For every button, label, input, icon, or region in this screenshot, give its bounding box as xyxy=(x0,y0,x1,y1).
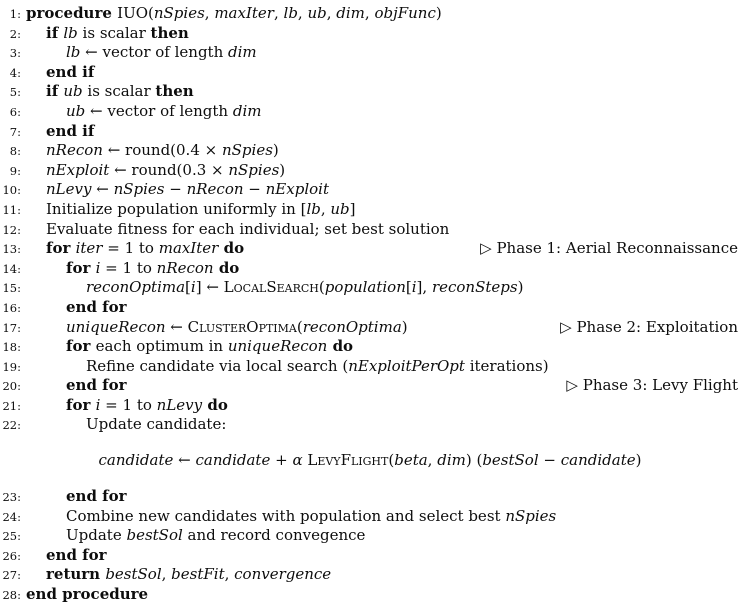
line-number: 11: xyxy=(2,202,21,217)
text: ← xyxy=(91,180,114,199)
variable: maxIter xyxy=(214,4,274,22)
variable: bestSol xyxy=(105,565,162,584)
algorithm-line xyxy=(0,141,740,161)
algorithm-line xyxy=(0,161,740,181)
line-number: 26: xyxy=(2,548,21,563)
line-content xyxy=(26,565,331,585)
text: and record convegence xyxy=(182,526,366,545)
text: + xyxy=(270,451,293,470)
keyword: for xyxy=(46,239,76,258)
variable: reconOptima xyxy=(302,317,402,336)
line-number: 20: xyxy=(2,379,21,394)
line-number: 5: xyxy=(9,85,21,100)
line-number: 21: xyxy=(2,398,21,413)
variable: maxIter xyxy=(158,239,219,258)
text: , xyxy=(427,451,438,470)
text: = 1 to xyxy=(100,395,157,414)
text: , xyxy=(273,4,284,22)
algorithm-line xyxy=(0,357,740,377)
text: , xyxy=(204,4,215,22)
algorithm-line xyxy=(0,82,740,102)
line-number: 16: xyxy=(2,300,21,315)
text: , xyxy=(297,4,308,22)
keyword: do xyxy=(202,395,228,414)
algorithm-line xyxy=(0,180,740,200)
line-content xyxy=(26,102,262,122)
variable: nRecon xyxy=(46,141,103,160)
line-number: 12: xyxy=(2,222,21,237)
text: ) xyxy=(435,4,442,22)
text: ) xyxy=(272,141,279,160)
keyword: for xyxy=(66,395,96,414)
text: IUO( xyxy=(117,4,154,22)
text: ( xyxy=(318,278,325,297)
algorithm-line xyxy=(0,415,740,435)
variable: convergence xyxy=(234,565,332,584)
variable: α xyxy=(292,451,303,470)
keyword: do xyxy=(218,239,245,258)
algorithm-line xyxy=(0,507,740,527)
variable: dim xyxy=(336,4,365,22)
line-number: 28: xyxy=(2,588,21,603)
line-number: 1: xyxy=(9,7,21,21)
text: Evaluate fitness for each individual; set best solution xyxy=(46,219,450,238)
variable: i xyxy=(411,278,417,297)
keyword: then xyxy=(155,82,194,101)
line-content xyxy=(26,337,353,357)
variable: ub xyxy=(307,4,327,22)
variable: bestSol xyxy=(126,526,183,545)
variable: reconOptima xyxy=(86,278,186,297)
variable: ub xyxy=(63,82,83,101)
text: − xyxy=(164,180,187,199)
keyword: end procedure xyxy=(26,585,149,604)
text: ) ( xyxy=(465,451,483,470)
keyword: then xyxy=(150,23,189,42)
line-number: 27: xyxy=(2,568,21,583)
variable: beta xyxy=(394,451,428,470)
text: , xyxy=(161,565,172,584)
line-content xyxy=(99,451,642,471)
line-number: 23: xyxy=(2,490,21,505)
keyword: end for xyxy=(66,297,127,316)
text: = 1 to xyxy=(100,258,157,277)
text: ], xyxy=(416,278,432,297)
variable: nRecon xyxy=(156,258,214,277)
line-number: 2: xyxy=(9,26,21,41)
text: iterations) xyxy=(464,356,549,375)
line-content xyxy=(26,239,244,259)
variable: i xyxy=(95,395,101,414)
variable: nSpies xyxy=(505,506,557,525)
phase-comment: ▷ Phase 2: Exploitation xyxy=(560,317,738,336)
text: ← xyxy=(165,317,188,336)
text: − xyxy=(538,451,561,470)
line-content xyxy=(26,546,107,566)
variable: nLevy xyxy=(156,395,203,414)
line-content xyxy=(26,376,127,396)
text: = 1 to xyxy=(102,239,159,258)
text: ) xyxy=(517,278,524,297)
line-number: 24: xyxy=(2,509,21,524)
text: Update candidate: xyxy=(86,415,227,434)
variable: candidate xyxy=(98,451,174,470)
line-number: 10: xyxy=(2,183,21,198)
variable: nSpies xyxy=(228,160,280,179)
phase-comment: ▷ Phase 1: Aerial Reconnaissance xyxy=(480,239,738,258)
text: ) xyxy=(635,451,642,470)
text: [ xyxy=(405,278,412,297)
text: , xyxy=(224,565,235,584)
variable: reconSteps xyxy=(431,278,518,297)
line-content xyxy=(26,220,449,240)
variable: nExploit xyxy=(46,160,110,179)
keyword: if xyxy=(46,23,64,42)
text: is scalar xyxy=(77,23,151,42)
line-number: 22: xyxy=(2,418,21,433)
variable: ub xyxy=(330,199,350,218)
text: ] xyxy=(349,199,356,218)
line-content xyxy=(26,487,127,507)
variable: nRecon xyxy=(186,180,244,199)
text: − xyxy=(243,180,266,199)
variable: population xyxy=(324,278,406,297)
line-content xyxy=(26,278,523,298)
equation-line xyxy=(0,435,740,487)
line-content xyxy=(26,357,549,377)
variable: bestSol xyxy=(482,451,539,470)
function-name: ClusterOptima xyxy=(187,317,297,336)
text: , xyxy=(320,199,331,218)
keyword: end for xyxy=(66,487,127,506)
line-number: 19: xyxy=(2,359,21,374)
text: , xyxy=(326,4,337,22)
algorithm-line xyxy=(0,376,740,396)
keyword: for xyxy=(66,337,96,356)
algorithm-line xyxy=(0,24,740,44)
text: ) xyxy=(401,317,408,336)
algorithm-line xyxy=(0,585,740,605)
line-number: 14: xyxy=(2,261,21,276)
line-number: 15: xyxy=(2,281,21,296)
line-number: 4: xyxy=(9,65,21,80)
line-content xyxy=(26,180,329,200)
algorithm-line xyxy=(0,43,740,63)
text: Update xyxy=(66,526,127,545)
algorithm-line xyxy=(0,526,740,546)
line-content xyxy=(26,122,94,142)
text: ( xyxy=(296,317,303,336)
keyword: do xyxy=(327,337,354,356)
algorithm-line xyxy=(0,239,740,259)
line-content xyxy=(26,298,127,318)
variable: dim xyxy=(232,101,262,120)
variable: dim xyxy=(437,451,466,470)
algorithm-line xyxy=(0,63,740,83)
variable: iter xyxy=(75,239,103,258)
keyword: end if xyxy=(46,62,95,81)
variable: lb xyxy=(306,199,321,218)
variable: objFunc xyxy=(374,4,436,22)
line-content xyxy=(26,507,556,527)
algorithm-line xyxy=(0,565,740,585)
algorithm-line xyxy=(0,298,740,318)
variable: bestFit xyxy=(171,565,225,584)
line-number: 17: xyxy=(2,320,21,335)
text: Combine new candidates with population and select best xyxy=(66,506,506,525)
line-content xyxy=(26,585,148,605)
keyword: procedure xyxy=(26,4,118,22)
text: each optimum in xyxy=(95,337,228,356)
text: ← round(0.3 × xyxy=(109,160,229,179)
line-content xyxy=(26,318,408,338)
keyword: if xyxy=(46,82,64,101)
algorithm-line xyxy=(0,546,740,566)
variable: nSpies xyxy=(153,4,205,22)
text: , xyxy=(364,4,375,22)
text: Initialize population uniformly in [ xyxy=(46,199,307,218)
text: ← xyxy=(173,451,196,470)
text: ← vector of length xyxy=(80,43,229,62)
line-content xyxy=(26,259,239,279)
algorithm-line xyxy=(0,122,740,142)
line-content xyxy=(26,396,228,416)
comment-triangle-icon: ▷ xyxy=(566,376,583,395)
variable: i xyxy=(95,258,101,277)
variable: lb xyxy=(66,43,81,62)
text: ] ← xyxy=(195,278,224,297)
keyword: end if xyxy=(46,121,95,140)
variable: nSpies xyxy=(221,141,273,160)
comment-triangle-icon: ▷ xyxy=(480,239,497,258)
text: ) xyxy=(279,160,286,179)
line-number: 18: xyxy=(2,340,21,355)
keyword: end for xyxy=(46,545,107,564)
algorithm-line xyxy=(0,259,740,279)
text: ( xyxy=(388,451,395,470)
variable: uniqueRecon xyxy=(227,337,328,356)
line-content xyxy=(26,4,442,24)
line-content xyxy=(26,82,194,102)
algorithm-line xyxy=(0,220,740,240)
line-number: 13: xyxy=(2,242,21,257)
variable: ub xyxy=(66,101,86,120)
text: ← round(0.4 × xyxy=(102,141,222,160)
keyword: end for xyxy=(66,376,127,395)
text: ← vector of length xyxy=(85,101,233,120)
line-content xyxy=(26,63,94,83)
comment-triangle-icon: ▷ xyxy=(560,317,577,336)
line-content xyxy=(26,43,257,63)
phase-comment: ▷ Phase 3: Levy Flight xyxy=(566,376,738,395)
variable: i xyxy=(190,278,196,297)
line-number: 25: xyxy=(2,529,21,544)
variable: lb xyxy=(283,4,298,22)
line-content xyxy=(26,200,356,220)
variable: nSpies xyxy=(113,180,165,199)
function-name: LevyFlight xyxy=(307,451,389,470)
function-name: LocalSearch xyxy=(223,278,319,297)
variable: nExploit xyxy=(265,180,329,199)
keyword: return xyxy=(46,565,106,584)
algorithm-line xyxy=(0,487,740,507)
algorithm-line xyxy=(0,396,740,416)
variable: nLevy xyxy=(46,180,92,199)
algorithm-line xyxy=(0,337,740,357)
algorithm-line xyxy=(0,200,740,220)
variable: dim xyxy=(228,43,257,62)
line-content xyxy=(26,141,279,161)
line-content xyxy=(26,161,285,181)
line-number: 6: xyxy=(9,104,21,119)
line-number: 3: xyxy=(9,46,21,61)
variable: candidate xyxy=(560,451,636,470)
keyword: do xyxy=(213,258,240,277)
text: [ xyxy=(185,278,191,297)
line-content xyxy=(26,526,365,546)
variable: candidate xyxy=(195,451,271,470)
line-content xyxy=(26,415,226,435)
text: Refine candidate via local search ( xyxy=(86,356,349,375)
text: is scalar xyxy=(82,82,156,101)
variable: nExploitPerOpt xyxy=(348,356,465,375)
algorithm-line xyxy=(0,102,740,122)
algorithm-line xyxy=(0,318,740,338)
keyword: for xyxy=(66,258,96,277)
variable: lb xyxy=(63,23,78,42)
variable: uniqueRecon xyxy=(66,317,166,336)
line-number: 8: xyxy=(9,144,21,159)
line-number: 9: xyxy=(9,163,21,178)
algorithm-line xyxy=(0,4,740,24)
algorithm-line xyxy=(0,278,740,298)
line-content xyxy=(26,24,189,44)
line-number: 7: xyxy=(9,124,21,139)
